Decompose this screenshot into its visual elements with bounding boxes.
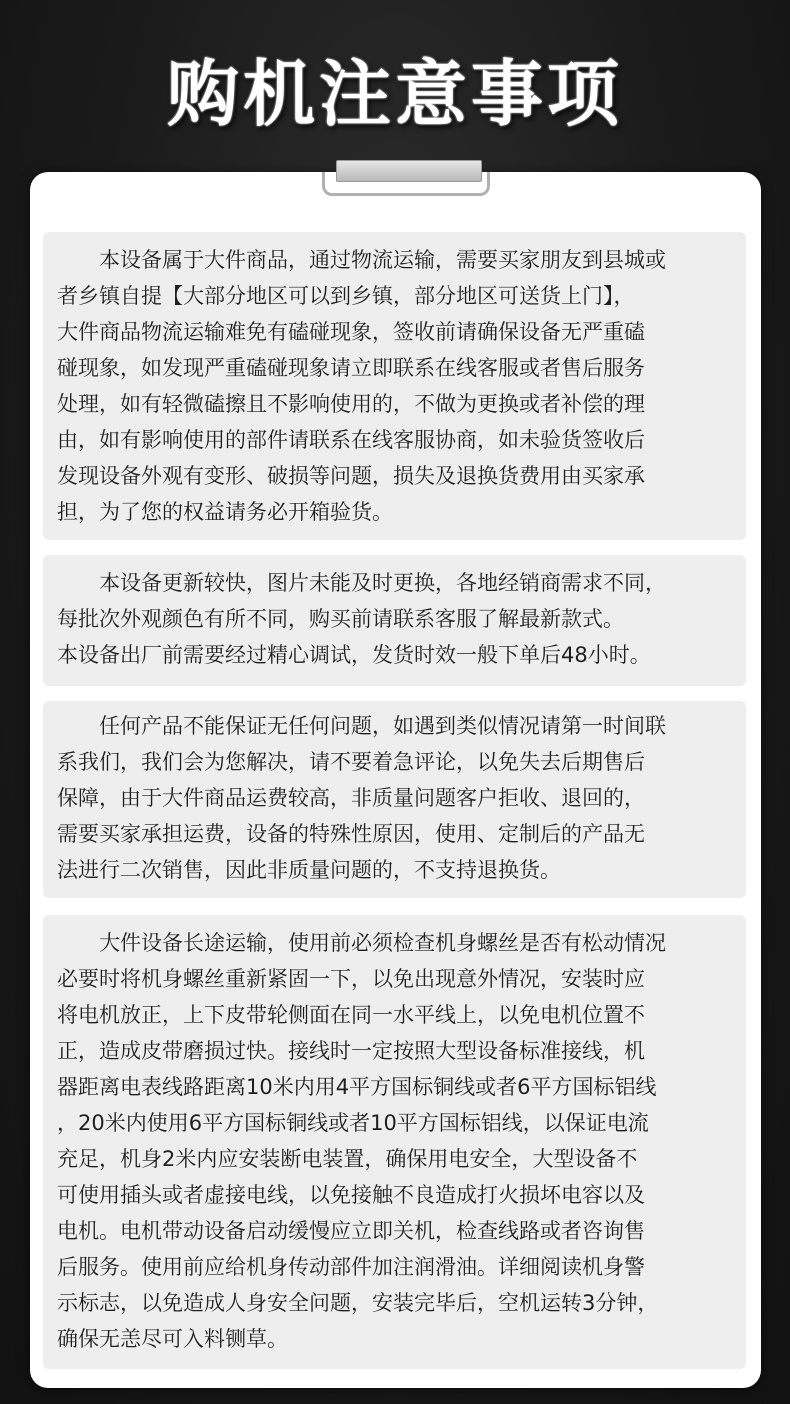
notice-installation-safety [43, 915, 746, 1369]
notice-text: 任何产品不能保证无任何问题，如遇到类似情况请第一时间联 系我们，我们会为您解决，请不要着急评论，以免失去后期售后 保障，由于大件商品运费较高，非质量问题客户拒收、退回的， 需要买家承担运费，设备的特殊性原因，使用、定制后的产品无 法进行二次销售，因此非质量问题的，不支持退换货。 [57, 714, 666, 882]
notice-text: 大件设备长途运输，使用前必须检查机身螺丝是否有松动情况 必要时将机身螺丝重新紧固一下，以免出现意外情况，安装时应 将电机放正，上下皮带轮侧面在同一水平线上，以免电机位置不 正，造成皮带磨损过快。接线时一定按照大型设备标准接线，机 器距离电表线路距离10米内用4平方国标铜线或者6平方国标铝线 ，20米内使用6平方国标铜线或者10平方国标铝线，以保证电流 充足，机身2米内应安装断电装置，确保用电安全，大型设备不 可使用插头或者虚接电线，以免接触不良造成打火损坏电容以及 电机。电机带动设备启动缓慢应立即关机，检查线路或者咨询售 后服务。使用前应给机身传动部件加注润滑油。详细阅读机身警 示标志，以免造成人身安全问题，安装完毕后，空机运转3分钟， 确保无恙尽可入料铡草。 [57, 931, 666, 1351]
clipboard-clip-icon [322, 160, 494, 202]
notice-delivery-inspection [43, 232, 746, 540]
notice-after-sales [43, 701, 746, 898]
notice-text: 本设备更新较快，图片未能及时更换，各地经销商需求不同， 每批次外观颜色有所不同，购买前请联系客服了解最新款式。 本设备出厂前需要经过精心调试，发货时效一般下单后48小时。 [57, 571, 666, 667]
notice-product-updates [43, 555, 746, 686]
page-title: 购机注意事项 [166, 52, 623, 136]
notice-text: 本设备属于大件商品，通过物流运输，需要买家朋友到县城或 者乡镇自提【大部分地区可以到乡镇，部分地区可送货上门】， 大件商品物流运输难免有磕碰现象，签收前请确保设备无严重磕 碰现象，如发现严重磕碰现象请立即联系在线客服或者售后服务 处理，如有轻微磕擦且不影响使用的，不做为更换或者补偿的理 由，如有影响使用的部件请联系在线客服协商，如未验货签收后 发现设备外观有变形、破损等问题，损失及退换货费用由买家承 担，为了您的权益请务必开箱验货。 [57, 248, 666, 524]
clip-loop [322, 172, 490, 196]
